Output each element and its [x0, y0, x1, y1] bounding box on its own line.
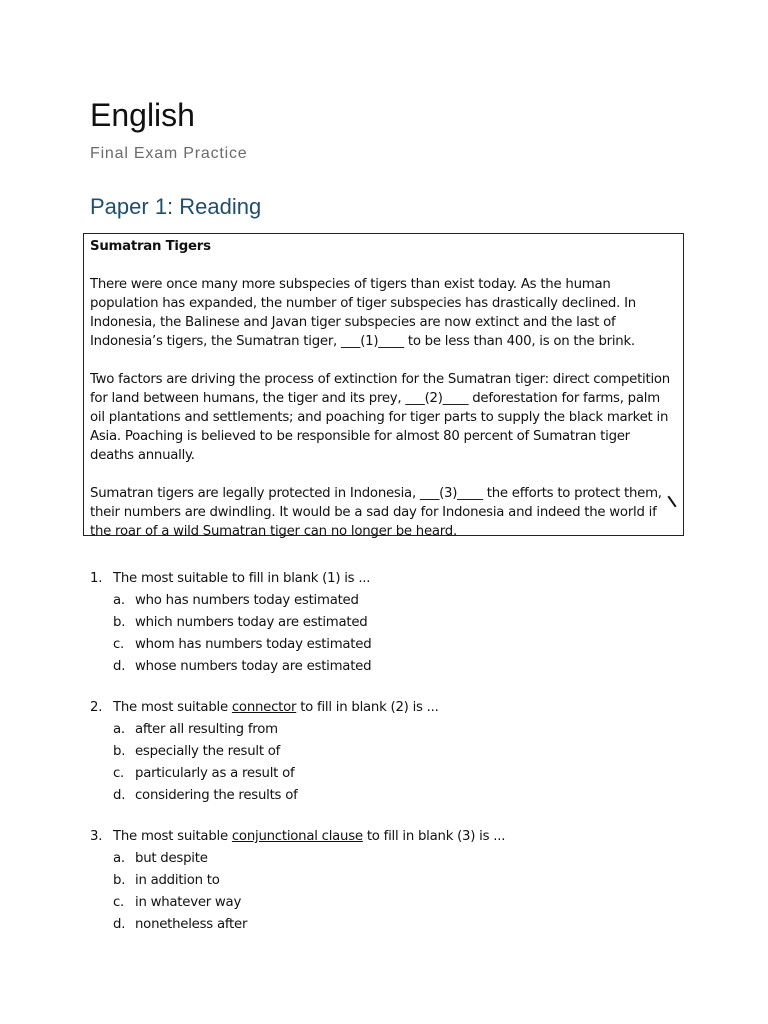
option-text: who has numbers today estimated	[135, 593, 359, 608]
option-letter: d.	[113, 917, 126, 932]
option-text: but despite	[135, 851, 208, 866]
option-text: after all resulting from	[135, 722, 278, 737]
page-title: English	[90, 97, 195, 133]
question-text-before: The most suitable	[113, 700, 232, 715]
question-keyword: conjunctional clause	[231, 829, 363, 844]
page-subtitle: Final Exam Practice	[90, 145, 248, 162]
question-stem	[90, 827, 690, 846]
question-number: 3.	[90, 829, 103, 844]
question-text-after: to fill in blank (3) is ...	[362, 829, 506, 844]
option-letter: a.	[113, 851, 125, 866]
option-letter: b.	[113, 873, 126, 888]
answer-option	[90, 786, 690, 805]
option-letter: d.	[113, 788, 126, 803]
answer-option	[90, 657, 690, 676]
option-letter: a.	[113, 593, 125, 608]
passage-paragraph: Sumatran tigers are legally protected in Indonesia, ___(3)____ the efforts to protect them, their numbers are dwindling. It would be a sad day for Indonesia and indeed the world if the roar of a wild Sumatran tiger can no longer be heard.	[90, 486, 662, 539]
answer-option	[90, 893, 690, 912]
option-letter: c.	[113, 766, 125, 781]
question-text: The most suitable to fill in blank (1) is ...	[113, 571, 371, 586]
option-list	[90, 591, 690, 676]
option-text: in addition to	[135, 873, 220, 888]
option-list	[90, 720, 690, 805]
option-letter: d.	[113, 659, 126, 674]
question-item	[90, 698, 690, 805]
section-heading: Paper 1: Reading	[90, 194, 262, 219]
passage-paragraph: Two factors are driving the process of extinction for the Sumatran tiger: direct competition for land between humans, the tiger and its prey, ___(2)____ deforestation for farms, palm oil plantations and settlements; and poaching for tiger parts to supply the black market in Asia. Poaching is believed to be responsible for almost 80 percent of Sumatran tiger deaths annually.	[90, 372, 670, 463]
question-text-after: to fill in blank (2) is ...	[296, 700, 439, 715]
option-letter: b.	[113, 615, 126, 630]
option-text: whose numbers today are estimated	[135, 659, 372, 674]
answer-option	[90, 764, 690, 783]
option-letter: c.	[113, 637, 125, 652]
question-stem	[90, 698, 690, 717]
option-letter: c.	[113, 895, 125, 910]
question-item	[90, 569, 690, 676]
passage-title: Sumatran Tigers	[90, 239, 211, 254]
passage-paragraph: There were once many more subspecies of tigers than exist today. As the human population has expanded, the number of tiger subspecies has drastically declined. In Indonesia, the Balinese and Javan tiger subspecies are now extinct and the last of Indonesia’s tigers, the Sumatran tiger, ___(1)____ to be less than 400, is on the brink.	[90, 277, 636, 349]
option-letter: a.	[113, 722, 125, 737]
answer-option	[90, 742, 690, 761]
option-letter: b.	[113, 744, 126, 759]
answer-option	[90, 635, 690, 654]
answer-option	[90, 613, 690, 632]
question-number: 1.	[90, 571, 103, 586]
option-text: whom has numbers today estimated	[135, 637, 372, 652]
option-text: nonetheless after	[135, 917, 248, 932]
answer-option	[90, 871, 690, 890]
option-text: in whatever way	[135, 895, 242, 910]
question-item	[90, 827, 690, 934]
answer-option	[90, 915, 690, 934]
question-keyword: connector	[231, 700, 297, 715]
question-text-before: The most suitable	[113, 829, 232, 844]
option-text: especially the result of	[135, 744, 281, 759]
option-text: which numbers today are estimated	[135, 615, 368, 630]
question-list	[90, 569, 690, 956]
answer-option	[90, 849, 690, 868]
option-text: considering the results of	[135, 788, 298, 803]
option-text: particularly as a result of	[135, 766, 295, 781]
option-list	[90, 849, 690, 934]
question-text	[113, 827, 505, 846]
answer-option	[90, 591, 690, 610]
answer-option	[90, 720, 690, 739]
question-stem	[90, 569, 690, 588]
passage-box	[83, 233, 684, 539]
question-number: 2.	[90, 700, 103, 715]
question-text	[113, 698, 439, 717]
